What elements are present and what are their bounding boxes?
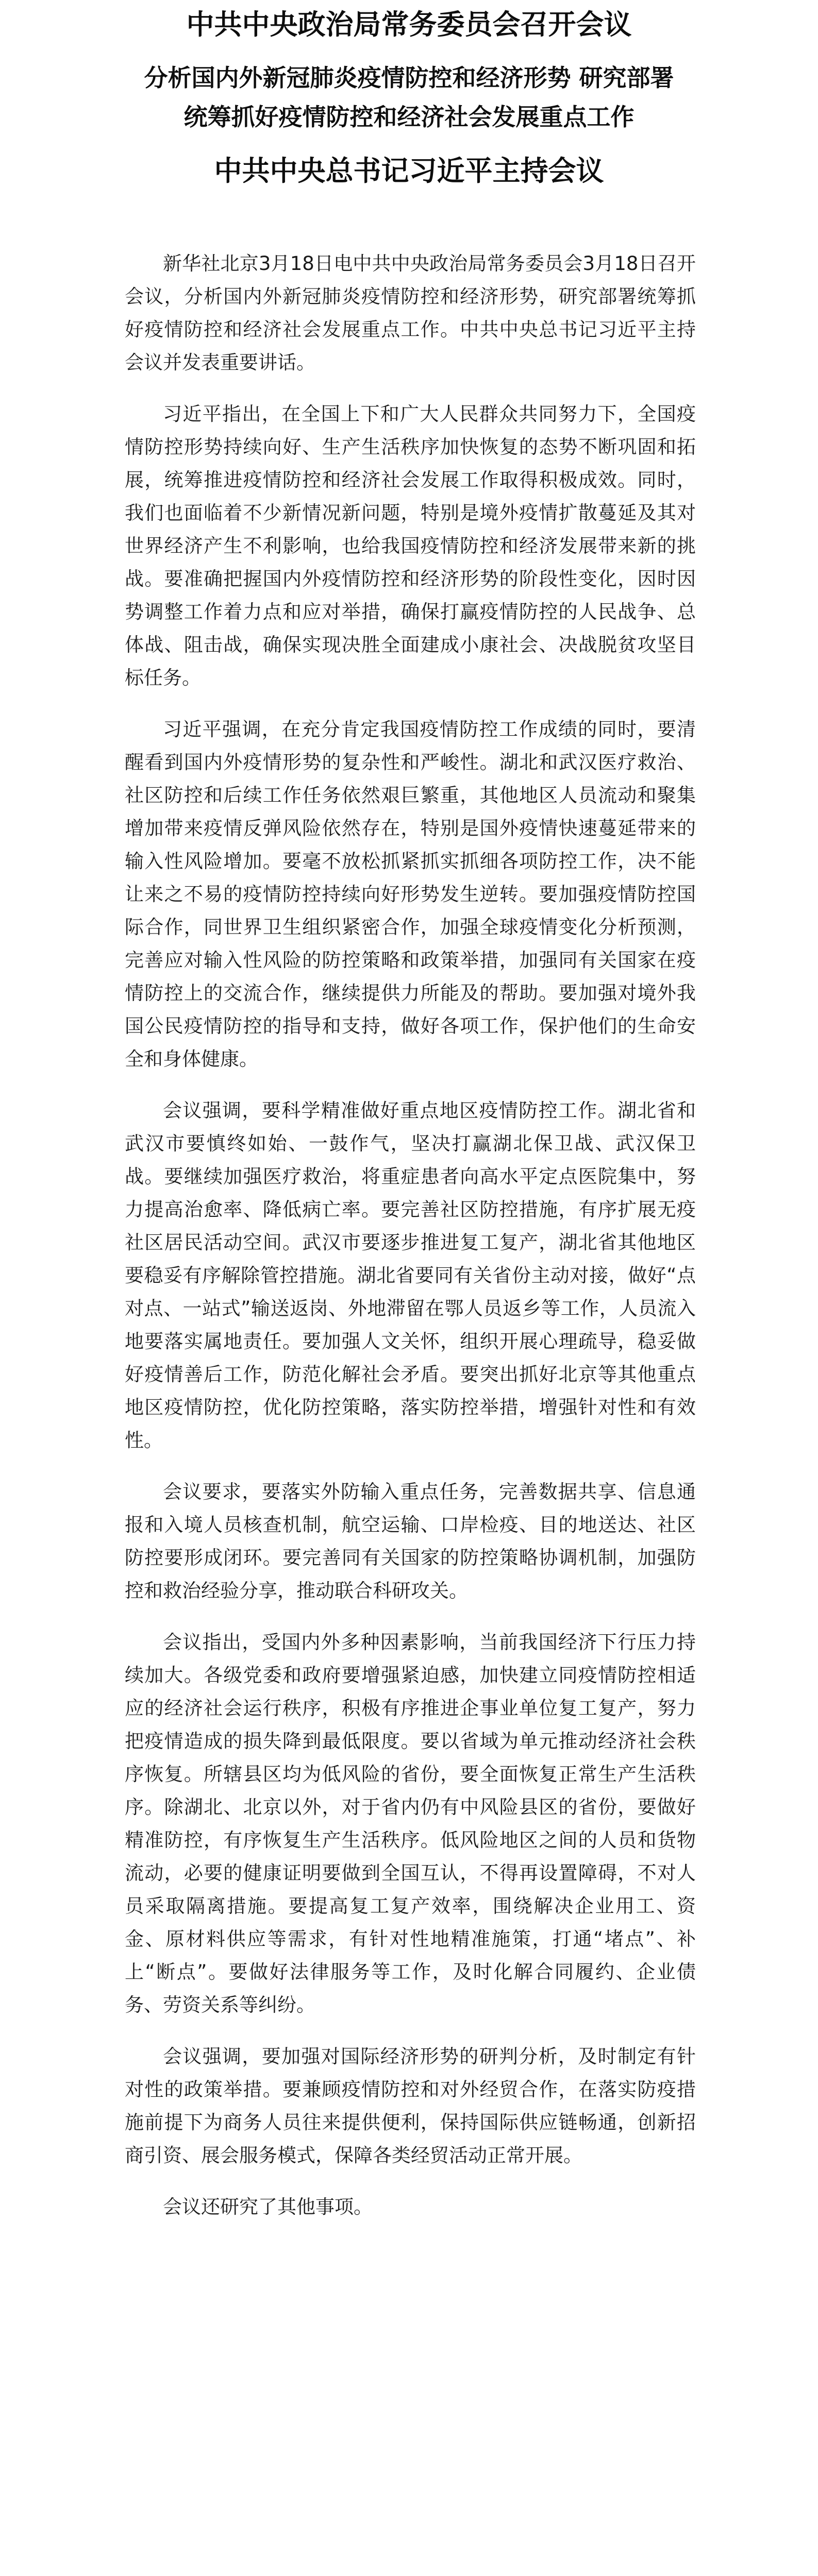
subheadline-line-1: 分析国内外新冠肺炎疫情防控和经济形势 研究部署 xyxy=(144,64,674,92)
paragraph: 新华社北京3月18日电中共中央政治局常务委员会3月18日召开会议，分析国内外新冠肺炎疫情防控和经济形势，研究部署统筹抓好疫情防控和经济社会发展重点工作。中共中央总书记习近平主持会议并发表重要讲话。 xyxy=(125,252,696,374)
paragraph: 会议要求，要落实外防输入重点任务，完善数据共享、信息通报和入境人员核查机制，航空运输、口岸检疫、目的地送达、社区防控要形成闭环。要完善同有关国家的防控策略协调机制，加强防控和救治经验分享，推动联合科研攻关。 xyxy=(125,1481,696,1602)
paragraph: 会议强调，要科学精准做好重点地区疫情防控工作。湖北省和武汉市要慎终如始、一鼓作气，坚决打赢湖北保卫战、武汉保卫战。要继续加强医疗救治，将重症患者向高水平定点医院集中，努力提高治愈率、降低病亡率。要完善社区防控措施，有序扩展无疫社区居民活动空间。武汉市要逐步推进复工复产，湖北省其他地区要稳妥有序解除管控措施。湖北省要同有关省份主动对接，做好“点对点、一站式”输送返岗、外地滞留在鄂人员返乡等工作，人员流入地要落实属地责任。要加强人文关怀，组织开展心理疏导，稳妥做好疫情善后工作，防范化解社会矛盾。要突出抓好北京等其他重点地区疫情防控，优化防控策略，落实防控举措，增强针对性和有效性。 xyxy=(125,1099,696,1451)
main-headline: 中共中央政治局常务委员会召开会议 xyxy=(186,8,632,41)
paragraph: 习近平指出，在全国上下和广大人民群众共同努力下，全国疫情防控形势持续向好、生产生活秩序加快恢复的态势不断巩固和拓展，统筹推进疫情防控和经济社会发展工作取得积极成效。同时，我们也面临着不少新情况新问题，特别是境外疫情扩散蔓延及其对世界经济产生不利影响，也给我国疫情防控和经济发展带来新的挑战。要准确把握国内外疫情防控和经济形势的阶段性变化，因时因势调整工作着力点和应对举措，确保打赢疫情防控的人民战争、总体战、阻击战，确保实现决胜全面建成小康社会、决战脱贫攻坚目标任务。 xyxy=(125,403,696,689)
subheadline-line-2: 统筹抓好疫情防控和经济社会发展重点工作 xyxy=(183,103,635,131)
article-body xyxy=(125,247,696,2242)
paragraph: 会议指出，受国内外多种因素影响，当前我国经济下行压力持续加大。各级党委和政府要增强紧迫感，加快建立同疫情防控相适应的经济社会运行秩序，积极有序推进企事业单位复工复产，努力把疫情造成的损失降到最低限度。要以省域为单元推动经济社会秩序恢复。所辖县区均为低风险的省份，要全面恢复正常生产生活秩序。除湖北、北京以外，对于省内仍有中风险县区的省份，要做好精准防控，有序恢复生产生活秩序。低风险地区之间的人员和货物流动，必要的健康证明要做到全国互认，不得再设置障碍，不对人员采取隔离措施。要提高复工复产效率，围绕解决企业用工、资金、原材料供应等需求，有针对性地精准施策，打通“堵点”、补上“断点”。要做好法律服务等工作，及时化解合同履约、企业债务、劳资关系等纠纷。 xyxy=(125,1631,696,2016)
lead-headline: 中共中央总书记习近平主持会议 xyxy=(214,155,604,187)
paragraph: 会议强调，要加强对国际经济形势的研判分析，及时制定有针对性的政策举措。要兼顾疫情防控和对外经贸合作，在落实防疫措施前提下为商务人员往来提供便利，保持国际供应链畅通，创新招商引资、展会服务模式，保障各类经贸活动正常开展。 xyxy=(125,2045,696,2166)
paragraph: 习近平强调，在充分肯定我国疫情防控工作成绩的同时，要清醒看到国内外疫情形势的复杂性和严峻性。湖北和武汉医疗救治、社区防控和后续工作任务依然艰巨繁重，其他地区人员流动和聚集增加带来疫情反弹风险依然存在，特别是国外疫情快速蔓延带来的输入性风险增加。要毫不放松抓紧抓实抓细各项防控工作，决不能让来之不易的疫情防控持续向好形势发生逆转。要加强疫情防控国际合作，同世界卫生组织紧密合作，加强全球疫情变化分析预测，完善应对输入性风险的防控策略和政策举措，加强同有关国家在疫情防控上的交流合作，继续提供力所能及的帮助。要加强对境外我国公民疫情防控的指导和支持，做好各项工作，保护他们的生命安全和身体健康。 xyxy=(125,718,696,1070)
paragraph: 会议还研究了其他事项。 xyxy=(163,2196,373,2218)
